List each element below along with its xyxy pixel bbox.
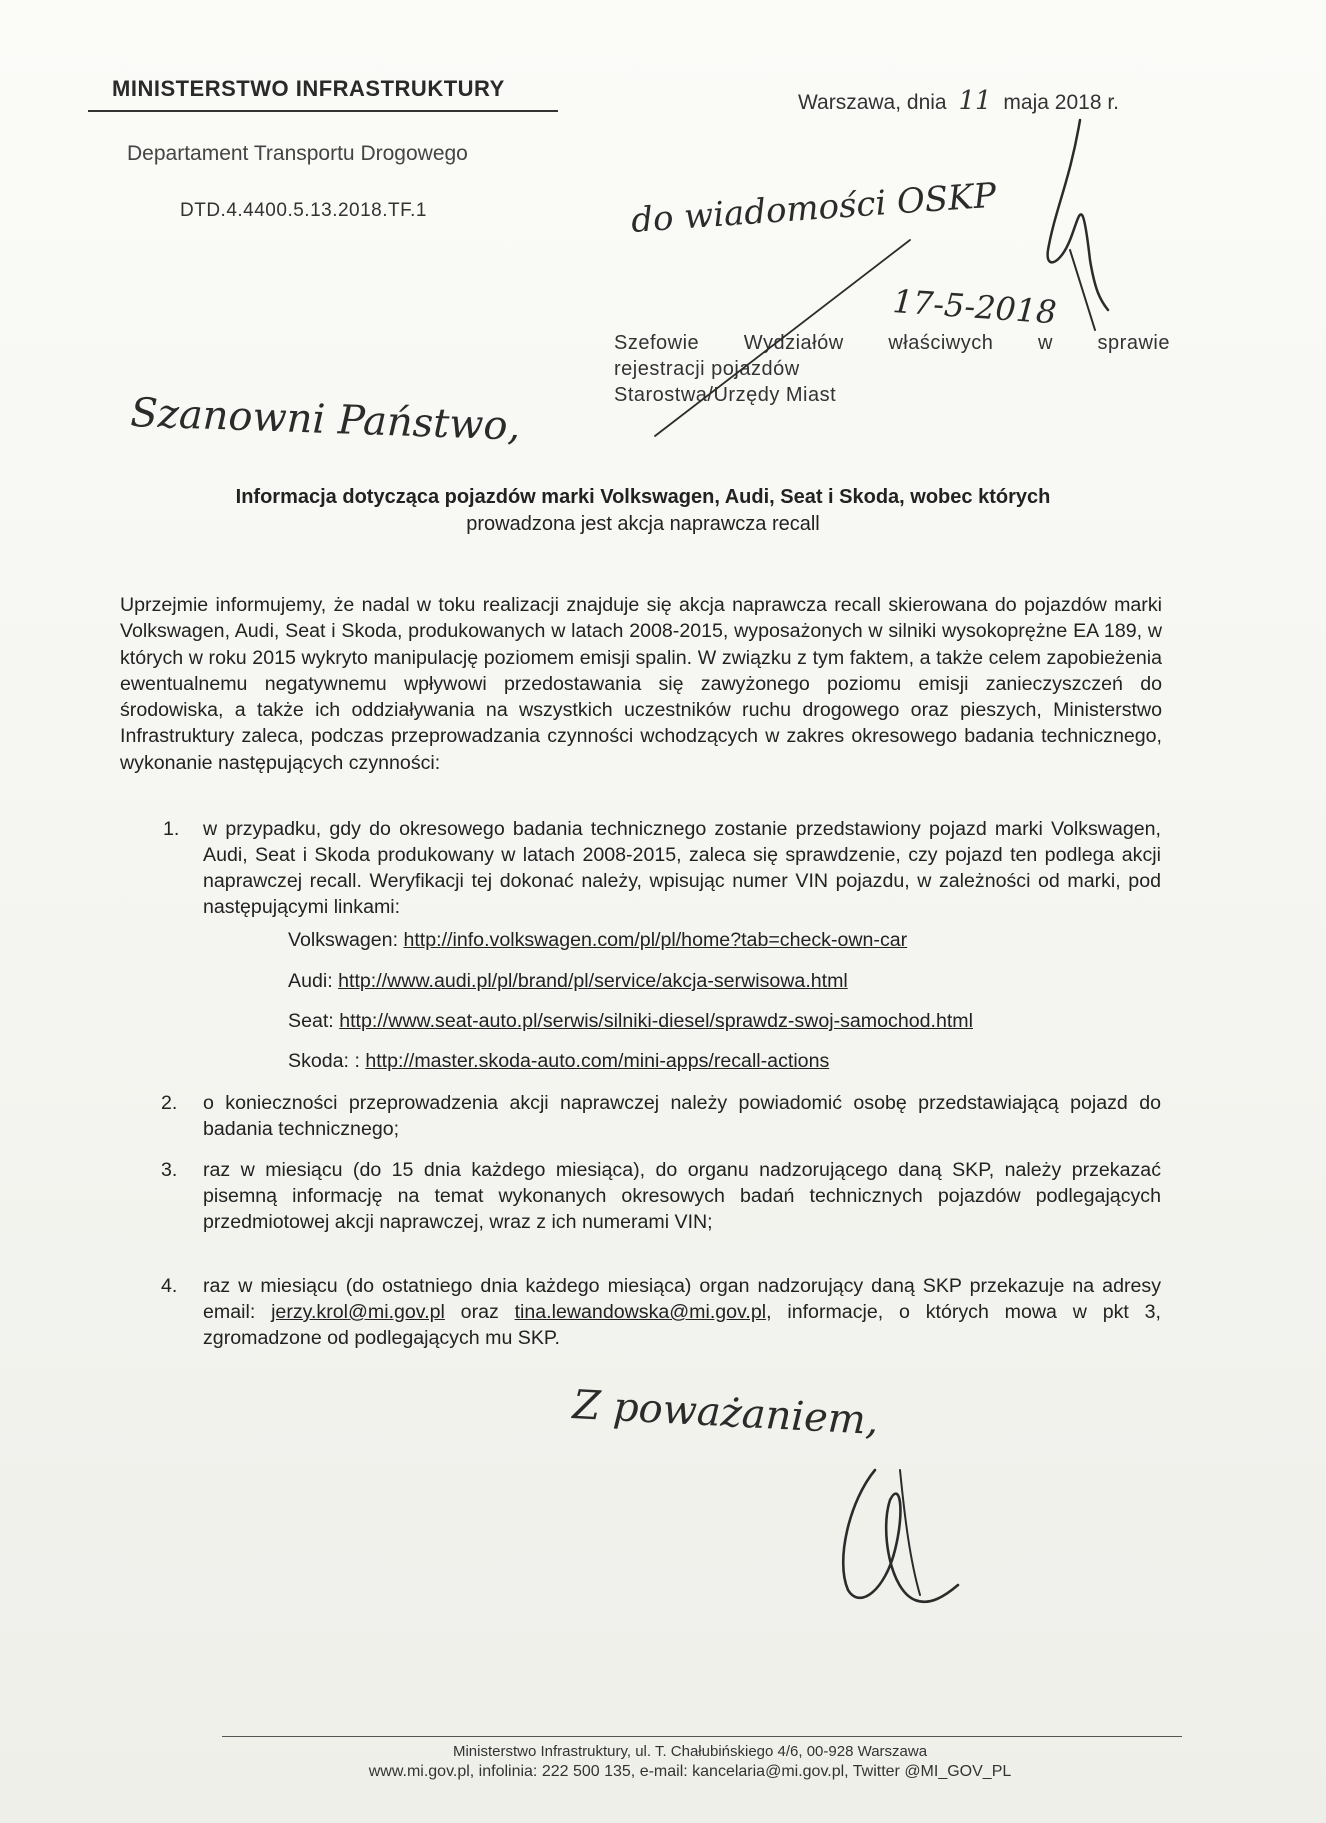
link-row-volkswagen [288,929,907,952]
recipient-line-3: Starostwa/Urzędy Miast [614,384,837,406]
link-url-seat[interactable]: http://www.seat-auto.pl/serwis/silniki-diesel/sprawdz-swoj-samochod.html [339,1010,973,1032]
item-number: 2. [161,1092,178,1114]
intro-paragraph: Uprzejmie informujemy, że nadal w toku realizacji znajduje się akcja naprawcza recall skierowana do pojazdów marki Volkswagen, Audi, Seat i Skoda, produkowanych w latach 2008-2015, wyposażonych w silniki wysokoprężne EA 189, w których w roku 2015 wykryto manipulację poziomem emisji spalin. W związku z tym faktem, a także celem zapobieżenia ewentualnemu negatywnemu wpływowi przedostawania się zawyżonego poziomu emisji zanieczyszczeń do środowiska, a także ich oddziaływania na wszystkich uczestników ruchu drogowego oraz pieszych, Ministerstwo Infrastruktury zaleca, podczas przeprowadzania czynności wchodzących w zakres okresowego badania technicznego, wykonanie następujących czynności: [120,594,1162,774]
signature-bottom-stroke [900,1470,920,1595]
link-row-skoda [288,1050,829,1073]
department-name: Departament Transportu Drogowego [127,142,468,165]
footer-contact: www.mi.gov.pl, infolinia: 222 500 135, e-mail: kancelaria@mi.gov.pl, Twitter @MI_GOV_PL [368,1763,1012,1780]
link-url-skoda[interactable]: http://master.skoda-auto.com/mini-apps/recall-actions [365,1050,830,1072]
title-line-2: prowadzona jest akcja naprawcza recall [466,513,820,535]
handwritten-salutation: Szanowni Państwo, [129,390,522,450]
document-date [798,86,1119,116]
header-rule [88,110,558,112]
link-row-seat [288,1010,973,1033]
email-link-2[interactable]: tina.lewandowska@mi.gov.pl [514,1301,767,1323]
footer-address: Ministerstwo Infrastruktury, ul. T. Chałubińskiego 4/6, 00-928 Warszawa [452,1743,928,1760]
signature-mark-top [1048,120,1108,310]
item-text: w przypadku, gdy do okresowego badania technicznego zostanie przedstawiony pojazd marki Volkswagen, Audi, Seat i Skoda produkowany w latach 2008-2015, zaleca się sprawdzenie, czy pojazd ten podlega akcji naprawczej recall. Weryfikacji tej dokonać należy, wpisując numer VIN pojazdu, w zależności od marki, pod następującymi linkami: [203,818,1161,918]
recipient-line-1: Szefowie Wydziałów właściwych w sprawie [614,332,1170,354]
recipient-block [614,330,1170,408]
title-line-1: Informacja dotycząca pojazdów marki Volkswagen, Audi, Seat i Skoda, wobec których [235,486,1051,508]
email-link-1[interactable]: jerzy.krol@mi.gov.pl [271,1301,445,1323]
link-brand: Seat: [288,1010,334,1032]
item-number: 3. [161,1159,178,1181]
date-day: 11 [958,86,992,116]
link-row-audi [288,970,848,993]
item-number: 1. [163,818,180,840]
link-url-audi[interactable]: http://www.audi.pl/pl/brand/pl/service/akcja-serwisowa.html [338,970,848,992]
handwritten-date: 17-5-2018 [891,282,1058,332]
link-brand: Skoda: : [288,1050,360,1072]
handwritten-top-note: do wiadomości OSKP [629,175,998,241]
document-title [110,484,1176,538]
ministry-name: MINISTERSTWO INFRASTRUKTURY [112,76,505,101]
date-year: 2018 r. [1054,91,1120,114]
handwritten-closing: Z poważaniem, [571,1382,880,1445]
item-text: o konieczności przeprowadzenia akcji naprawczej należy powiadomić osobę przedstawiającą pojazd do badania technicznego; [203,1092,1161,1140]
signature-stroke [1070,250,1095,330]
signature-bottom [843,1470,958,1602]
item-text: raz w miesiącu (do 15 dnia każdego miesiąca), do organu nadzorującego daną SKP, należy przekazać pisemną informację na temat wykonanych okresowych badań technicznych pojazdów podlegających przedmiotowej akcji naprawczej, wraz z ich numerami VIN; [203,1159,1161,1233]
footer [250,1742,1130,1782]
date-prefix: Warszawa, dnia [798,91,947,114]
date-month: maja [1003,91,1049,114]
item-number: 4. [161,1275,178,1297]
link-brand: Audi: [288,970,333,992]
reference-number: DTD.4.4400.5.13.2018.TF.1 [180,200,427,221]
footer-rule [222,1736,1182,1737]
link-brand: Volkswagen: [288,929,399,951]
recipient-line-2: rejestracji pojazdów [614,358,800,380]
link-url-volkswagen[interactable]: http://info.volkswagen.com/pl/pl/home?tab=check-own-car [403,929,908,951]
item-text: raz w miesiącu (do ostatniego dnia każdego miesiąca) organ nadzorujący daną SKP przekazuje na adresy email: jerzy.krol@mi.gov.pl oraz tina.lewandowska@mi.gov.pl, informacje, o których mowa w pkt 3, zgromadzone od podlegających mu SKP. [203,1275,1161,1349]
